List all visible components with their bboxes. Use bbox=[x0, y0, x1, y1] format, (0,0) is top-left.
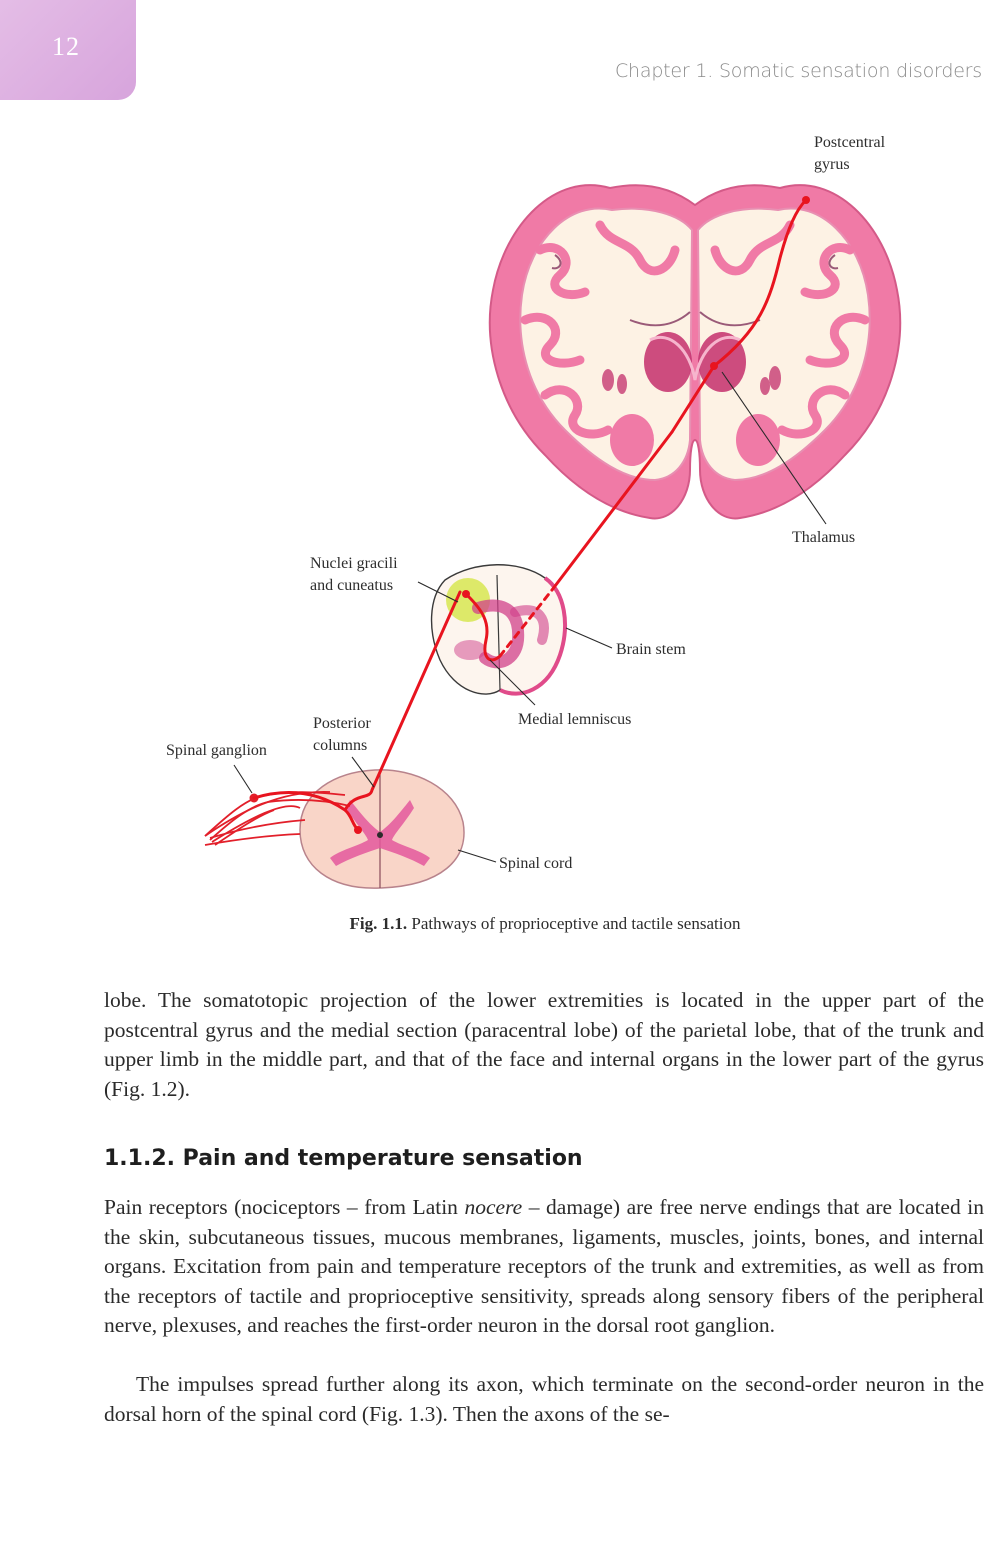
running-head: Chapter 1. Somatic sensation disorders bbox=[614, 60, 982, 82]
figure-caption bbox=[0, 914, 1000, 934]
label-thalamus: Thalamus bbox=[792, 529, 856, 546]
latin-term: nocere bbox=[464, 1195, 523, 1219]
label-medial-lemniscus: Medial lemniscus bbox=[518, 711, 632, 728]
label-posterior-columns: Posterior columns bbox=[313, 715, 371, 754]
body-paragraph-1: lobe. The somatotopic projection of the lower extremities is located in the upper part of the postcentral gyrus and the medial section (paracentral lobe) of the parietal lobe, that of the trunk and upper limb in the middle part, and that of the face and internal organs in the lower part of the gyrus (Fig. 1.2). bbox=[104, 988, 984, 1101]
brain-coronal-section bbox=[490, 185, 900, 518]
label-postcentral-gyrus: Postcentral gyrus bbox=[814, 134, 886, 173]
label-spinal-cord: Spinal cord bbox=[499, 855, 573, 872]
figure-caption-text: Pathways of proprioceptive and tactile sensation bbox=[407, 914, 741, 933]
page-number: 12 bbox=[52, 32, 80, 61]
figure-number: Fig. 1.1. bbox=[349, 914, 408, 933]
label-nuclei-gracili: Nuclei gracili and cuneatus bbox=[310, 555, 398, 594]
spinal-cord-section bbox=[300, 770, 464, 888]
label-brain-stem: Brain stem bbox=[616, 641, 686, 658]
body-paragraph-2: Pain receptors (nociceptors – from Latin nocere – damage) are free nerve endings that are located in the skin, subcutaneous tissues, mucous membranes, ligaments, muscles, joints, bones, and internal organs. Excitation from pain and temperature receptors of the trunk and extremities, as well as from the receptors of tactile and proprioceptive sensitivity, spreads along sensory fibers of the peripheral nerve, plexuses, and reaches the first-order neuron in the dorsal root ganglion. bbox=[104, 1195, 984, 1338]
section-heading: 1.1.2. Pain and temperature sensation bbox=[104, 1146, 583, 1171]
body-paragraph-3: The impulses spread further along its axon, which terminate on the second-order neuron in the dorsal horn of the spinal cord (Fig. 1.3). Then the axons of the se- bbox=[104, 1372, 984, 1426]
brain-stem-section bbox=[432, 565, 565, 694]
label-spinal-ganglion: Spinal ganglion bbox=[166, 742, 267, 759]
